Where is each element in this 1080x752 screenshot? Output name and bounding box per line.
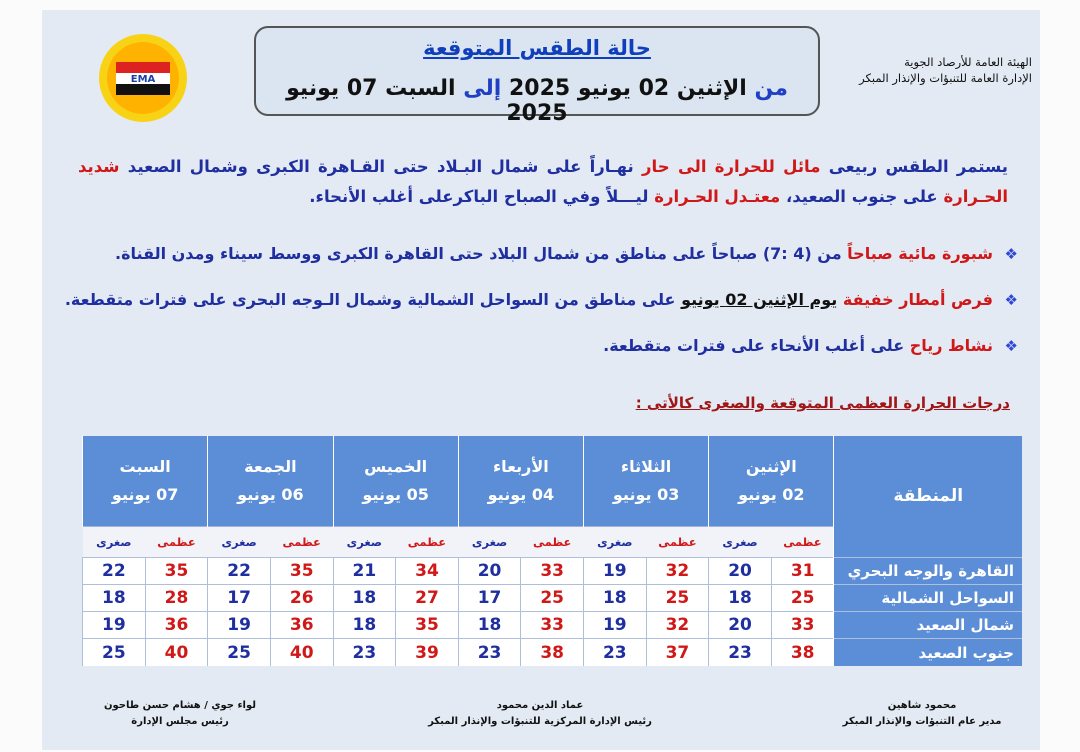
min-temp: 17: [458, 584, 521, 611]
title-box: [254, 26, 820, 126]
max-temp: 32: [646, 557, 709, 584]
min-temp: 23: [709, 639, 772, 666]
date-range: [256, 76, 818, 126]
bulletin-title: حالة الطقس المتوقعة: [423, 36, 651, 60]
bullet-date: يوم الإثنين 02 يونيو: [681, 290, 838, 309]
bullet-rain: [38, 286, 1018, 314]
bullet-fog: [38, 240, 1018, 268]
min-temp: 17: [208, 584, 271, 611]
day-header: [458, 436, 583, 527]
day-date: 05 يونيو: [362, 485, 429, 505]
summary-highlight: مائل للحرارة الى حار: [642, 157, 821, 176]
min-temp: 23: [333, 639, 396, 666]
min-temp: 22: [208, 557, 271, 584]
bullet-text: على أغلب الأنحاء على فترات متقطعة.: [603, 336, 905, 355]
day-date: 04 يونيو: [487, 485, 555, 505]
ema-logo: [78, 28, 208, 126]
signature-name: عماد الدين محمود: [496, 700, 584, 711]
region-header: المنطقة: [834, 436, 1022, 557]
max-temp: 31: [771, 557, 834, 584]
diamond-bullet-icon: ❖: [1004, 245, 1018, 263]
max-temp: 25: [771, 584, 834, 611]
min-label: صغرى: [83, 527, 146, 557]
min-temp: 18: [709, 584, 772, 611]
min-temp: 25: [83, 639, 146, 666]
table-row: [83, 639, 1023, 666]
summary-highlight: شديد الحـرارة: [78, 157, 1008, 206]
region-name: القاهرة والوجه البحري: [834, 557, 1022, 584]
min-temp: 20: [709, 557, 772, 584]
summary-part: يستمر الطقس ربيعى: [828, 157, 1008, 176]
org-line-1: الهيئة العامة للأرصاد الجوية: [904, 55, 1032, 69]
logo-text: EMA: [130, 74, 156, 85]
min-temp: 21: [333, 557, 396, 584]
day-header: [333, 436, 458, 527]
max-temp: 36: [145, 612, 208, 639]
max-temp: 34: [396, 557, 459, 584]
day-date: 03 يونيو: [612, 485, 680, 505]
max-temp: 33: [521, 612, 584, 639]
diamond-bullet-icon: ❖: [1004, 337, 1018, 355]
min-temp: 19: [208, 612, 271, 639]
min-temp: 19: [83, 612, 146, 639]
to-date: السبت 07 يونيو 2025: [286, 76, 568, 126]
min-temp: 18: [458, 612, 521, 639]
max-temp: 25: [646, 584, 709, 611]
day-name: الأربعاء: [492, 457, 549, 477]
max-temp: 27: [396, 584, 459, 611]
min-temp: 23: [583, 639, 646, 666]
max-temp: 35: [396, 612, 459, 639]
max-temp: 35: [270, 557, 333, 584]
table-title: درجات الحرارة العظمى المتوقعة والصغرى كالأتى :: [635, 394, 1010, 412]
max-temp: 38: [521, 639, 584, 666]
day-name: الثلاثاء: [620, 457, 672, 477]
day-header: [83, 436, 208, 527]
signature-chairman: [70, 698, 290, 730]
day-header: [709, 436, 834, 527]
max-label: عظمى: [521, 527, 584, 557]
to-label: إلى: [463, 76, 502, 101]
signature-role: رئيس الإدارة المركزية للتنبؤات والإنذار المبكر: [428, 716, 652, 727]
day-name: السبت: [119, 457, 171, 477]
max-temp: 40: [145, 639, 208, 666]
max-temp: 26: [270, 584, 333, 611]
day-header: [208, 436, 333, 527]
day-date: 07 يونيو: [111, 485, 179, 505]
day-name: الإثنين: [745, 457, 797, 477]
max-temp: 25: [521, 584, 584, 611]
signature-central-director: [390, 698, 690, 730]
table-row: [83, 557, 1023, 584]
table-row: [83, 612, 1023, 639]
day-date: 02 يونيو: [738, 485, 805, 505]
min-temp: 25: [208, 639, 271, 666]
min-label: صغرى: [709, 527, 772, 557]
summary-part: نهـاراً على شمال البـلاد حتى القـاهرة الكبرى وشمال الصعيد: [127, 157, 634, 176]
day-header: [583, 436, 708, 527]
day-name: الجمعة: [244, 457, 297, 477]
table-row: [83, 584, 1023, 611]
region-name: السواحل الشمالية: [834, 584, 1022, 611]
max-label: عظمى: [771, 527, 834, 557]
max-temp: 35: [145, 557, 208, 584]
max-temp: 38: [771, 639, 834, 666]
signature-name: محمود شاهين: [887, 700, 957, 711]
max-temp: 28: [145, 584, 208, 611]
organization-header: [859, 54, 1032, 86]
signature-name: لواء جوي / هشام حسن طاحون: [103, 700, 257, 711]
from-date: الإثنين 02 يونيو 2025: [508, 76, 747, 101]
forecast-summary: [78, 152, 1008, 212]
min-temp: 22: [83, 557, 146, 584]
bullet-highlight: فرص أمطار خفيفة: [842, 290, 993, 309]
max-temp: 33: [771, 612, 834, 639]
max-temp: 37: [646, 639, 709, 666]
bullet-highlight: نشاط رياح: [909, 336, 993, 355]
max-temp: 40: [270, 639, 333, 666]
max-label: عظمى: [270, 527, 333, 557]
diamond-bullet-icon: ❖: [1004, 291, 1018, 309]
max-label: عظمى: [145, 527, 208, 557]
max-temp: 32: [646, 612, 709, 639]
max-temp: 36: [270, 612, 333, 639]
max-temp: 39: [396, 639, 459, 666]
region-name: شمال الصعيد: [834, 612, 1022, 639]
min-temp: 23: [458, 639, 521, 666]
min-temp: 19: [583, 612, 646, 639]
from-label: من: [754, 76, 788, 101]
bullet-text: من (4 :7) صباحاً على مناطق من شمال البلاد حتى القاهرة الكبرى ووسط سيناء ومدن القناة.: [115, 244, 842, 263]
day-date: 06 يونيو: [237, 485, 304, 505]
min-label: صغرى: [208, 527, 271, 557]
min-label: صغرى: [583, 527, 646, 557]
min-temp: 20: [458, 557, 521, 584]
min-temp: 18: [333, 584, 396, 611]
summary-part: على جنوب الصعيد،: [786, 187, 938, 206]
max-label: عظمى: [646, 527, 709, 557]
summary-highlight: معتـدل الحـرارة: [654, 187, 781, 206]
bullet-text: على مناطق من السواحل الشمالية وشمال الـوجه البحرى على فترات متقطعة.: [64, 290, 676, 309]
signature-forecast-director: [812, 698, 1032, 730]
signature-role: مدير عام التنبؤات والإنذار المبكر: [842, 716, 1002, 727]
org-line-2: الإدارة العامة للتنبؤات والإنذار المبكر: [859, 71, 1032, 85]
max-label: عظمى: [396, 527, 459, 557]
min-temp: 18: [83, 584, 146, 611]
max-temp: 33: [521, 557, 584, 584]
signature-role: رئيس مجلس الإدارة: [131, 716, 229, 727]
summary-part: ليـــلاً وفي الصباح الباكرعلى أغلب الأنحاء.: [309, 187, 649, 206]
bullet-highlight: شبورة مائية صباحاً: [847, 244, 993, 263]
temperature-table: [82, 436, 1022, 666]
bullet-wind: [38, 332, 1018, 360]
min-label: صغرى: [333, 527, 396, 557]
min-temp: 18: [583, 584, 646, 611]
min-temp: 18: [333, 612, 396, 639]
min-temp: 19: [583, 557, 646, 584]
region-name: جنوب الصعيد: [834, 639, 1022, 666]
min-temp: 20: [709, 612, 772, 639]
day-name: الخميس: [364, 457, 428, 477]
min-label: صغرى: [458, 527, 521, 557]
